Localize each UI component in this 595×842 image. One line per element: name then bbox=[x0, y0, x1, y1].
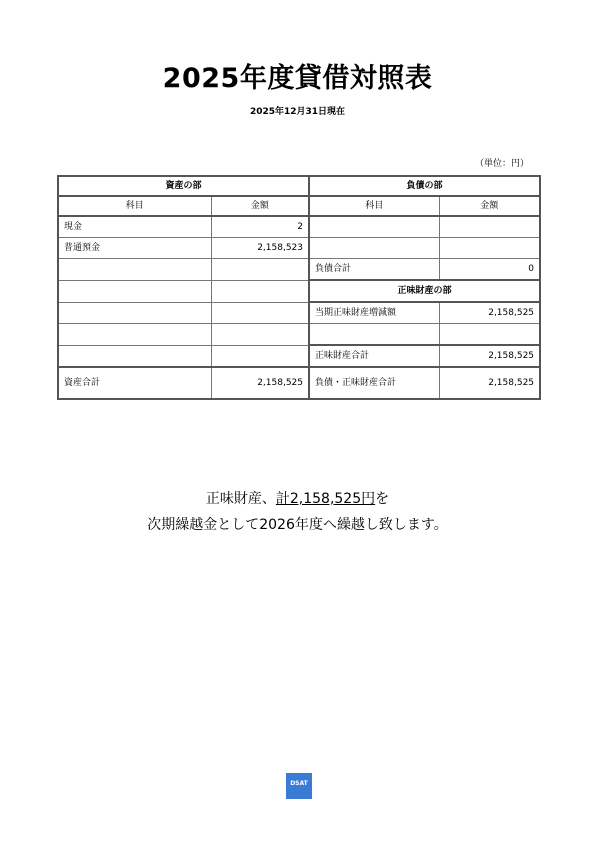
carryover-note-line1 bbox=[0, 489, 595, 509]
net-assets-section-header: 正味財産の部 bbox=[309, 280, 540, 302]
net-change-amount: 2,158,525 bbox=[439, 302, 540, 324]
liability-amount bbox=[439, 216, 540, 238]
logo-text: DSAT bbox=[290, 780, 308, 787]
table-row bbox=[58, 345, 540, 367]
dsat-logo bbox=[286, 773, 312, 799]
asset-account bbox=[58, 280, 211, 302]
balance-sheet-table bbox=[57, 175, 541, 400]
table-row bbox=[58, 324, 540, 346]
as-of-date: 2025年12月31日現在 bbox=[249, 107, 346, 117]
table-row bbox=[58, 238, 540, 259]
asset-account bbox=[58, 259, 211, 281]
note-prefix: 正味財産、 bbox=[205, 491, 276, 507]
table-row bbox=[58, 280, 540, 302]
table-row bbox=[58, 259, 540, 281]
net-assets-empty-cell bbox=[439, 324, 540, 346]
asset-amount: 2 bbox=[211, 216, 309, 238]
liabilities-section-header: 負債の部 bbox=[309, 176, 540, 196]
net-assets-empty-cell bbox=[309, 324, 439, 346]
asset-account bbox=[58, 345, 211, 367]
table-row bbox=[58, 302, 540, 324]
assets-total-label: 資産合計 bbox=[58, 367, 211, 399]
liab-net-total-label: 負債・正味財産合計 bbox=[309, 367, 439, 399]
table-row bbox=[58, 216, 540, 238]
document-title: 2025年度貸借対照表 bbox=[162, 63, 433, 94]
section-header-row bbox=[58, 176, 540, 196]
asset-amount bbox=[211, 280, 309, 302]
asset-account bbox=[58, 324, 211, 346]
carryover-note-line2: 次期繰越金として2026年度へ繰越し致します。 bbox=[147, 517, 448, 533]
note-amount: 計2,158,525円 bbox=[275, 491, 376, 507]
liabilities-total-label: 負債合計 bbox=[309, 259, 439, 281]
net-assets-total-amount: 2,158,525 bbox=[439, 345, 540, 367]
liability-account bbox=[309, 238, 439, 259]
asset-amount bbox=[211, 259, 309, 281]
assets-amount-column-header: 金額 bbox=[211, 196, 309, 216]
liability-amount bbox=[439, 238, 540, 259]
asset-account bbox=[58, 302, 211, 324]
asset-amount bbox=[211, 345, 309, 367]
note-suffix: を bbox=[375, 491, 390, 507]
asset-amount: 2,158,523 bbox=[211, 238, 309, 259]
totals-row bbox=[58, 367, 540, 399]
assets-section-header: 資産の部 bbox=[58, 176, 309, 196]
net-assets-total-label: 正味財産合計 bbox=[309, 345, 439, 367]
liabilities-amount-column-header: 金額 bbox=[439, 196, 540, 216]
liability-account bbox=[309, 216, 439, 238]
liabilities-total-amount: 0 bbox=[439, 259, 540, 281]
column-header-row bbox=[58, 196, 540, 216]
assets-account-column-header: 科目 bbox=[58, 196, 211, 216]
asset-amount bbox=[211, 302, 309, 324]
asset-amount bbox=[211, 324, 309, 346]
assets-total-amount: 2,158,525 bbox=[211, 367, 309, 399]
liab-net-total-amount: 2,158,525 bbox=[439, 367, 540, 399]
liabilities-account-column-header: 科目 bbox=[309, 196, 439, 216]
asset-account: 現金 bbox=[58, 216, 211, 238]
unit-label: （単位：円） bbox=[474, 159, 529, 169]
net-change-label: 当期正味財産増減額 bbox=[309, 302, 439, 324]
asset-account: 普通預金 bbox=[58, 238, 211, 259]
